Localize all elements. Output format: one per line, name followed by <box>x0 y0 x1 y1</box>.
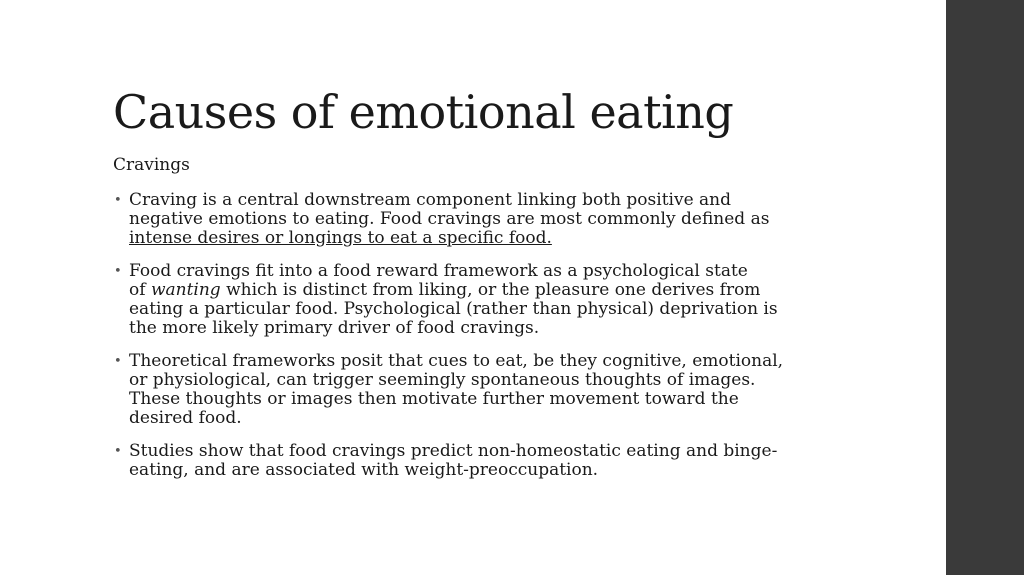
bullet-line-mixed <box>129 281 833 300</box>
bullet-item <box>113 262 833 338</box>
bullet-line: These thoughts or images then motivate further movement toward the <box>129 389 739 409</box>
bullet-line: eating a particular food. Psychological (rather than physical) deprivation is <box>129 299 778 319</box>
bullet-text: which is distinct from liking, or the pleasure one derives from <box>220 280 761 300</box>
bullet-marker: • <box>114 193 122 208</box>
bullet-marker: • <box>114 264 122 279</box>
bullet-line: Theoretical frameworks posit that cues to eat, be they cognitive, emotional, <box>129 351 784 371</box>
bullet-line: eating, and are associated with weight-preoccupation. <box>129 460 599 480</box>
underlined-definition: intense desires or longings to eat a specific food. <box>129 228 552 248</box>
bullet-marker: • <box>114 444 122 459</box>
slide-subtitle: Cravings <box>113 155 190 175</box>
bullet-line: Craving is a central downstream component linking both positive and <box>129 190 731 210</box>
bullet-text: of <box>129 280 151 300</box>
slide-title: Causes of emotional eating <box>113 85 734 139</box>
bullet-line: Studies show that food cravings predict non-homeostatic eating and binge- <box>129 441 778 461</box>
bullet-line: the more likely primary driver of food cravings. <box>129 318 540 338</box>
emphasized-word: wanting <box>150 280 221 300</box>
bullet-marker: • <box>114 354 122 369</box>
bullet-line: negative emotions to eating. Food cravings are most commonly defined as <box>129 209 770 229</box>
decorative-side-bar <box>946 0 1024 575</box>
bullet-list <box>113 191 833 494</box>
bullet-line: desired food. <box>129 408 242 428</box>
bullet-item <box>113 442 833 480</box>
bullet-item <box>113 352 833 428</box>
bullet-line: Food cravings fit into a food reward framework as a psychological state <box>129 261 748 281</box>
bullet-line: or physiological, can trigger seemingly spontaneous thoughts of images. <box>129 370 756 390</box>
bullet-item <box>113 191 833 248</box>
